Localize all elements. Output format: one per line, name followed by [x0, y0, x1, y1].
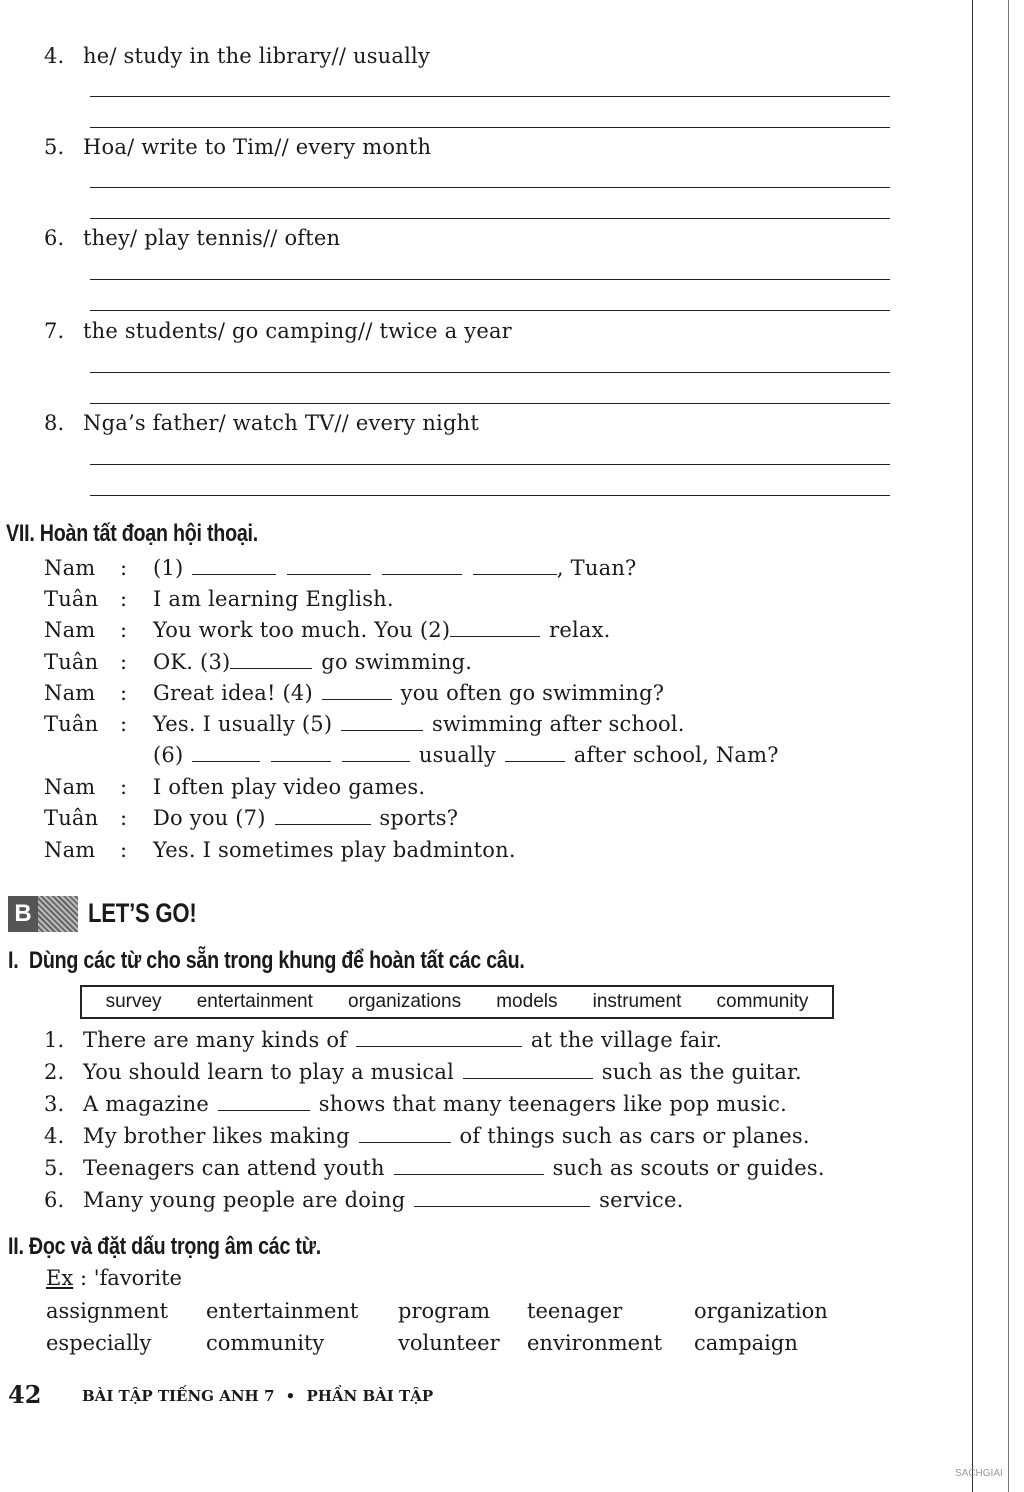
speaker-colon: : — [120, 650, 128, 674]
word-box-item: models — [496, 991, 558, 1012]
item-text-part: You should learn to play a musical — [83, 1060, 454, 1084]
speaker-name: Tuân — [44, 650, 99, 674]
dialogue-text-part: go swimming. — [321, 650, 473, 674]
item-text-part: My brother likes making — [83, 1124, 350, 1148]
item-text: they/ play tennis// often — [83, 226, 341, 250]
item-number: 1. — [44, 1028, 65, 1052]
word-box-item: community — [716, 991, 809, 1012]
section-heading: VII. Hoàn tất đoạn hội thoại. — [6, 520, 258, 547]
word-box — [80, 985, 834, 1019]
dialogue-text — [153, 681, 664, 705]
stress-word: especially — [46, 1331, 152, 1355]
speaker-name: Nam — [44, 775, 96, 799]
answer-blank[interactable] — [473, 556, 557, 575]
dialogue-text — [153, 743, 779, 767]
speaker-colon: : — [120, 712, 128, 736]
answer-blank[interactable] — [414, 1188, 590, 1207]
stress-word: volunteer — [398, 1331, 500, 1355]
dialogue-text-part: sports? — [379, 806, 459, 830]
item-text-part: at the village fair. — [530, 1028, 723, 1052]
dialogue-text-part: (1) — [153, 556, 184, 580]
answer-line[interactable] — [90, 96, 890, 97]
dialogue-text — [153, 650, 472, 674]
answer-blank[interactable] — [359, 1124, 451, 1143]
dialogue-text — [153, 556, 637, 580]
speaker-name: Nam — [44, 681, 96, 705]
item-number: 6. — [44, 226, 65, 250]
dialogue-text-part: you often go swimming? — [400, 681, 665, 705]
example-word: : 'favorite — [80, 1266, 182, 1290]
speaker-name: Tuân — [44, 806, 99, 830]
dialogue-text-part: relax. — [549, 618, 611, 642]
word-box-item: survey — [105, 991, 162, 1012]
dialogue-text-part: Great idea! (4) — [153, 681, 313, 705]
dialogue-text-part: after school, Nam? — [573, 743, 779, 767]
answer-blank[interactable] — [505, 743, 565, 762]
item-text — [83, 1188, 683, 1212]
dialogue-text-part: swimming after school. — [432, 712, 685, 736]
item-text — [83, 1124, 810, 1148]
answer-line[interactable] — [90, 372, 890, 373]
item-text-part: Teenagers can attend youth — [83, 1156, 385, 1180]
footer-bullet: • — [285, 1387, 296, 1405]
answer-blank[interactable] — [287, 556, 371, 575]
section-b-letter: B — [8, 896, 38, 932]
speaker-name: Nam — [44, 618, 96, 642]
book-title: BÀI TẬP TIẾNG ANH 7 — [82, 1387, 275, 1405]
item-text — [83, 1060, 802, 1084]
dialogue-text-part: (6) — [153, 743, 184, 767]
word-box-item: instrument — [592, 991, 682, 1012]
answer-line[interactable] — [90, 310, 890, 311]
dialogue-text-part: You work too much. You (2) — [153, 618, 451, 642]
answer-line[interactable] — [90, 403, 890, 404]
word-box-item: entertainment — [196, 991, 313, 1012]
watermark-text: SACHGIAI — [955, 1468, 1003, 1479]
speaker-colon: : — [120, 556, 128, 580]
stress-word: teenager — [527, 1299, 623, 1323]
example-label: Ex — [46, 1266, 74, 1290]
dialogue-text-part: usually — [418, 743, 496, 767]
answer-line[interactable] — [90, 495, 890, 496]
answer-blank[interactable] — [356, 1028, 522, 1047]
item-text-part: shows that many teenagers like pop music. — [318, 1092, 787, 1116]
answer-blank[interactable] — [463, 1060, 593, 1079]
dialogue-text-part: OK. (3) — [153, 650, 231, 674]
dialogue-text-part: Yes. I usually (5) — [153, 712, 333, 736]
speaker-name: Tuân — [44, 587, 99, 611]
part-ii-heading: II. Đọc và đặt dấu trọng âm các từ. — [8, 1233, 321, 1260]
item-text-part: Many young people are doing — [83, 1188, 406, 1212]
dialogue-text-part: , Tuan? — [556, 556, 637, 580]
answer-blank[interactable] — [192, 556, 276, 575]
running-footer — [82, 1387, 433, 1405]
word-box-item: organizations — [348, 991, 462, 1012]
item-number: 6. — [44, 1188, 65, 1212]
item-number: 4. — [44, 44, 65, 68]
speaker-colon: : — [120, 775, 128, 799]
stress-word: program — [398, 1299, 491, 1323]
stress-word: environment — [527, 1331, 663, 1355]
item-text — [83, 1028, 722, 1052]
answer-blank[interactable] — [342, 743, 410, 762]
speaker-colon: : — [120, 681, 128, 705]
item-text — [83, 1092, 787, 1116]
page-edge-line — [972, 0, 973, 1492]
answer-blank[interactable] — [271, 743, 331, 762]
item-text-part: such as scouts or guides. — [552, 1156, 825, 1180]
speaker-name: Nam — [44, 556, 96, 580]
item-number: 5. — [44, 1156, 65, 1180]
answer-blank[interactable] — [382, 556, 462, 575]
dialogue-text — [153, 806, 458, 830]
answer-line[interactable] — [90, 187, 890, 188]
speaker-colon: : — [120, 806, 128, 830]
item-text — [83, 1156, 825, 1180]
answer-blank[interactable] — [218, 1092, 310, 1111]
answer-blank[interactable] — [450, 618, 540, 637]
stress-word: organization — [694, 1299, 828, 1323]
item-text: Nga’s father/ watch TV// every night — [83, 411, 479, 435]
stress-word: entertainment — [206, 1299, 359, 1323]
page-number: 42 — [8, 1380, 42, 1409]
answer-blank[interactable] — [192, 743, 260, 762]
dialogue-text: Yes. I sometimes play badminton. — [153, 838, 516, 862]
dialogue-text: I often play video games. — [153, 775, 426, 799]
item-number: 3. — [44, 1092, 65, 1116]
section-b-badge — [8, 896, 78, 932]
item-text: he/ study in the library// usually — [83, 44, 431, 68]
answer-blank[interactable] — [230, 650, 312, 669]
speaker-colon: : — [120, 838, 128, 862]
item-number: 8. — [44, 411, 65, 435]
dialogue-text — [153, 618, 611, 642]
answer-line[interactable] — [90, 218, 890, 219]
item-number: 7. — [44, 319, 65, 343]
item-text-part: There are many kinds of — [83, 1028, 348, 1052]
item-number: 2. — [44, 1060, 65, 1084]
answer-line[interactable] — [90, 127, 890, 128]
stress-word: campaign — [694, 1331, 798, 1355]
answer-blank[interactable] — [275, 806, 371, 825]
answer-line[interactable] — [90, 279, 890, 280]
answer-blank[interactable] — [394, 1156, 544, 1175]
answer-blank[interactable] — [322, 681, 392, 700]
item-text: the students/ go camping// twice a year — [83, 319, 512, 343]
item-number: 5. — [44, 135, 65, 159]
speaker-name: Tuân — [44, 712, 99, 736]
dialogue-text — [153, 712, 685, 736]
part-title: PHẦN BÀI TẬP — [306, 1387, 434, 1405]
page-edge-line-outer — [1008, 0, 1009, 1492]
item-text-part: A magazine — [83, 1092, 209, 1116]
dialogue-text: I am learning English. — [153, 587, 394, 611]
answer-line[interactable] — [90, 464, 890, 465]
item-text-part: such as the guitar. — [601, 1060, 802, 1084]
item-text-part: of things such as cars or planes. — [459, 1124, 810, 1148]
part-i-heading: I. Dùng các từ cho sẵn trong khung để hoàn tất các câu. — [8, 947, 525, 974]
dialogue-text-part: Do you (7) — [153, 806, 266, 830]
stress-word: assignment — [46, 1299, 169, 1323]
speaker-colon: : — [120, 587, 128, 611]
item-text-part: service. — [599, 1188, 684, 1212]
item-text: Hoa/ write to Tim// every month — [83, 135, 432, 159]
stress-word: community — [206, 1331, 325, 1355]
speaker-name: Nam — [44, 838, 96, 862]
answer-blank[interactable] — [341, 712, 423, 731]
section-b-title: LET’S GO! — [88, 898, 197, 928]
speaker-colon: : — [120, 618, 128, 642]
item-number: 4. — [44, 1124, 65, 1148]
